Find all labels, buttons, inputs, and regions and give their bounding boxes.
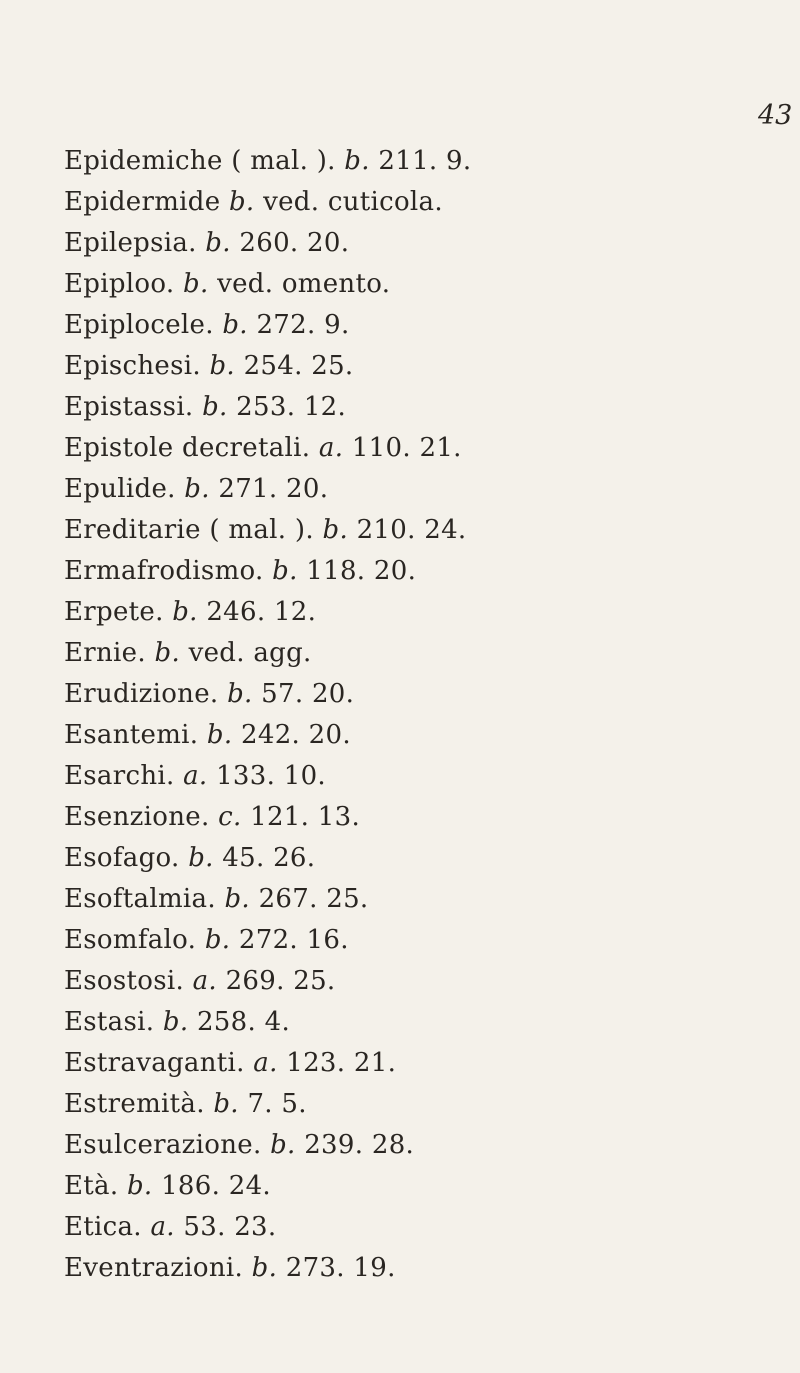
entry-reference: 272. 16. — [238, 925, 349, 955]
entry-term: Esarchi. — [64, 761, 175, 791]
index-entry — [64, 510, 764, 551]
entry-reference: 57. 20. — [261, 679, 355, 709]
entry-volume: a. — [253, 1048, 278, 1078]
entry-term: Epilepsia. — [64, 228, 197, 258]
entry-volume: b. — [228, 187, 255, 217]
entry-term: Esantemi. — [64, 720, 199, 750]
entry-reference: 260. 20. — [239, 228, 350, 258]
index-entry — [64, 756, 764, 797]
entry-volume: a. — [150, 1212, 175, 1242]
entry-term: Epiplocele. — [64, 310, 214, 340]
entry-reference: 211. 9. — [378, 146, 472, 176]
index-entry — [64, 674, 764, 715]
index-entry — [64, 797, 764, 838]
entry-volume: b. — [205, 228, 231, 258]
entry-volume: b. — [344, 146, 370, 176]
entry-volume: c. — [218, 802, 242, 832]
entry-reference: 210. 24. — [356, 515, 467, 545]
index-entry — [64, 1166, 764, 1207]
entry-volume: b. — [154, 638, 181, 668]
entry-volume: b. — [213, 1089, 239, 1119]
entry-reference: 118. 20. — [306, 556, 417, 586]
entry-volume: a. — [183, 761, 208, 791]
entry-term: Erudizione. — [64, 679, 219, 709]
index-entry — [64, 920, 764, 961]
entry-term: Epiploo. — [64, 269, 175, 299]
entry-reference: 123. 21. — [286, 1048, 397, 1078]
entry-term: Epulide. — [64, 474, 176, 504]
entry-volume: b. — [126, 1171, 153, 1201]
entry-term: Ernie. — [64, 638, 146, 668]
index-entry — [64, 961, 764, 1002]
entry-reference: 254. 25. — [243, 351, 354, 381]
index-entry — [64, 1125, 764, 1166]
index-entry — [64, 428, 764, 469]
entry-reference: 7. 5. — [247, 1089, 307, 1119]
entry-term: Esomfalo. — [64, 925, 197, 955]
index-entry — [64, 1248, 764, 1289]
index-entry — [64, 305, 764, 346]
page-number: 43 — [758, 100, 793, 131]
entry-term: Epistassi. — [64, 392, 194, 422]
entry-volume: b. — [209, 351, 235, 381]
entry-volume: b. — [222, 310, 248, 340]
entry-volume: b. — [172, 597, 198, 627]
entry-volume: b. — [204, 925, 231, 955]
entry-reference: ved. omento. — [217, 269, 391, 299]
entry-reference: 110. 21. — [351, 433, 462, 463]
entry-reference: 267. 25. — [258, 884, 369, 914]
entry-term: Ermafrodismo. — [64, 556, 264, 586]
entry-volume: b. — [224, 884, 250, 914]
index-entry — [64, 879, 764, 920]
index-entry — [64, 469, 764, 510]
entry-term: Esulcerazione. — [64, 1130, 262, 1160]
entry-reference: ved. cuticola. — [263, 187, 443, 217]
entry-term: Erpete. — [64, 597, 164, 627]
index-entry — [64, 715, 764, 756]
index-entry — [64, 182, 764, 223]
entry-term: Età. — [64, 1171, 119, 1201]
entry-term: Estremità. — [64, 1089, 205, 1119]
entry-volume: b. — [162, 1007, 189, 1037]
entry-volume: b. — [188, 843, 214, 873]
entry-reference: 186. 24. — [161, 1171, 271, 1201]
entry-volume: a. — [318, 433, 344, 463]
index-entry — [64, 141, 764, 182]
index-entry — [64, 1207, 764, 1248]
entry-term: Esofago. — [64, 843, 180, 873]
entry-reference: 271. 20. — [218, 474, 329, 504]
entry-term: Epidemiche ( mal. ). — [64, 146, 336, 176]
entry-term: Estasi. — [64, 1007, 155, 1037]
entry-volume: b. — [322, 515, 349, 545]
entry-reference: ved. agg. — [188, 638, 312, 668]
entry-term: Eventrazioni. — [64, 1253, 244, 1283]
entry-reference: 269. 25. — [225, 966, 336, 996]
entry-term: Epidermide — [64, 187, 221, 217]
entry-reference: 239. 28. — [304, 1130, 415, 1160]
index-entry — [64, 1002, 764, 1043]
index-entries — [64, 141, 764, 1289]
entry-reference: 258. 4. — [196, 1007, 291, 1037]
entry-reference: 246. 12. — [206, 597, 317, 627]
entry-reference: 45. 26. — [222, 843, 316, 873]
index-entry — [64, 264, 764, 305]
index-entry — [64, 387, 764, 428]
entry-term: Epischesi. — [64, 351, 201, 381]
index-entry — [64, 1084, 764, 1125]
entry-term: Ereditarie ( mal. ). — [64, 515, 314, 545]
entry-volume: b. — [227, 679, 253, 709]
entry-volume: a. — [192, 966, 217, 996]
entry-volume: b. — [184, 474, 210, 504]
entry-volume: b. — [251, 1253, 278, 1283]
entry-reference: 53. 23. — [183, 1212, 277, 1242]
entry-reference: 272. 9. — [256, 310, 350, 340]
entry-term: Esostosi. — [64, 966, 185, 996]
index-entry — [64, 223, 764, 264]
entry-term: Etica. — [64, 1212, 142, 1242]
entry-volume: b. — [206, 720, 233, 750]
index-entry — [64, 346, 764, 387]
index-entry — [64, 1043, 764, 1084]
entry-reference: 133. 10. — [216, 761, 326, 791]
entry-reference: 242. 20. — [241, 720, 351, 750]
entry-volume: b. — [272, 556, 298, 586]
entry-volume: b. — [202, 392, 228, 422]
entry-term: Estravaganti. — [64, 1048, 245, 1078]
entry-reference: 253. 12. — [236, 392, 347, 422]
entry-volume: b. — [270, 1130, 296, 1160]
entry-term: Esoftalmia. — [64, 884, 216, 914]
entry-reference: 121. 13. — [250, 802, 361, 832]
entry-volume: b. — [183, 269, 209, 299]
index-entry — [64, 551, 764, 592]
index-entry — [64, 838, 764, 879]
entry-term: Epistole decretali. — [64, 433, 311, 463]
index-entry — [64, 633, 764, 674]
entry-reference: 273. 19. — [285, 1253, 396, 1283]
entry-term: Esenzione. — [64, 802, 210, 832]
index-entry — [64, 592, 764, 633]
